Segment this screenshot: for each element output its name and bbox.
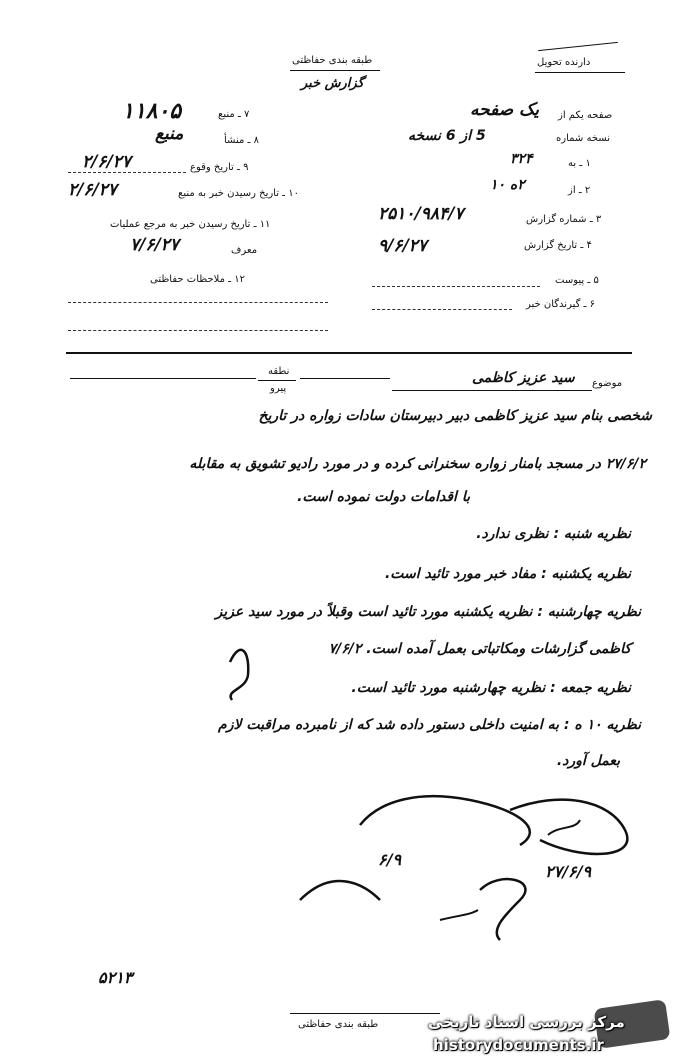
document-number: ۵۲۱۳	[98, 968, 133, 987]
handwritten-date-left: ۶/۹	[378, 850, 402, 869]
field-recipients-label: ۶ ـ گیرندگان خبر	[526, 299, 596, 310]
side-box-top: نطقه	[268, 366, 290, 377]
body-line: نظریه ۱۰ ه : به امنیت داخلی دستور داده شد که از نامبرده مراقبت لازم	[218, 717, 641, 733]
form-title: گزارش خبر	[301, 76, 364, 91]
body-line: کاظمی گزارشات ومکاتباتی بعمل آمده است. ۷/۶/۲	[328, 641, 631, 657]
field-ops-received-label: ۱۱ ـ تاریخ رسیدن خبر به مرجع عملیات	[110, 219, 271, 230]
field-source-label: ۷ ـ منبع	[218, 109, 250, 120]
field-origin-label: ۸ ـ منشأ	[224, 135, 260, 146]
body-line: نظریه چهارشنبه : نظریه یکشنبه مورد تائید است وقبلاً در مورد سید عزیز	[215, 604, 641, 620]
field-to-value: ۳۲۴	[510, 151, 533, 167]
body-line: با اقدامات دولت نموده است.	[297, 489, 470, 505]
body-line: نظریه جمعه : نظریه چهارشنبه مورد تائید است.	[351, 680, 631, 696]
field-report-date-label: ۴ ـ تاریخ گزارش	[524, 240, 592, 251]
field-attachment-label: ۵ ـ پیوست	[555, 275, 599, 286]
field-occurrence-date-value: ۲/۶/۲۷	[82, 152, 131, 172]
field-source-received-value: ۲/۶/۲۷	[68, 180, 117, 200]
footer-rule	[290, 1013, 440, 1014]
field-introducer-value: ۷/۶/۲۷	[130, 235, 179, 255]
field-introducer-label: معرف	[231, 245, 258, 256]
field-report-number-label: ۳ ـ شماره گزارش	[526, 214, 602, 225]
field-origin-value: منبع	[155, 124, 184, 144]
footer-classification: طبقه بندی حفاظتی	[298, 1019, 379, 1030]
field-copy-value: 5 از 6 نسخه	[408, 128, 486, 144]
field-report-number-value: ۲۵۱۰/۹۸۴/۷	[378, 204, 464, 224]
field-page-value: یک صفحه	[470, 100, 539, 120]
subject-value: سید عزیز کاظمی	[472, 370, 575, 386]
body-line: ۲۷/۶/۲ در مسجد بامنار زواره سخنرانی کرده و در مورد رادیو تشویق به مقابله	[189, 456, 646, 472]
archive-name: مرکز بررسی اسناد تاریخی	[428, 1013, 625, 1031]
field-from-value: ۲ه ۱۰	[490, 177, 525, 193]
field-page-label: صفحه یکم از	[558, 110, 613, 121]
sender-label: دارنده تحویل	[537, 57, 591, 68]
field-occurrence-date-label: ۹ ـ تاریخ وقوع	[190, 162, 249, 173]
body-line: نظریه شنبه : نظری ندارد.	[476, 526, 631, 542]
side-box-bottom: پیرو	[270, 383, 287, 394]
body-line: بعمل آورد.	[556, 753, 620, 769]
subject-label: موضوع	[592, 378, 623, 389]
field-source-value: ۱۱۸۰۵	[122, 98, 182, 124]
field-source-received-label: ۱۰ ـ تاریخ رسیدن خبر به منبع	[178, 188, 300, 199]
body-line: شخصی بنام سید عزیز کاظمی دبیر دبیرستان سادات زواره در تاریخ	[258, 408, 652, 424]
archive-url: historydocuments.ir	[433, 1036, 604, 1054]
field-copy-label: نسخه شماره	[556, 133, 610, 144]
field-to-label: ۱ ـ به	[568, 158, 591, 169]
body-line: نظریه یکشنبه : مفاد خبر مورد تائید است.	[384, 566, 631, 582]
classification-label: طبقه بندی حفاظتی	[292, 55, 373, 66]
field-report-date-value: ۹/۶/۲۷	[378, 236, 427, 256]
field-security-notes-label: ۱۲ ـ ملاحظات حفاظتی	[150, 274, 245, 285]
field-from-label: ۲ ـ از	[568, 185, 591, 196]
handwritten-date-right: ۲۷/۶/۹	[545, 862, 592, 881]
